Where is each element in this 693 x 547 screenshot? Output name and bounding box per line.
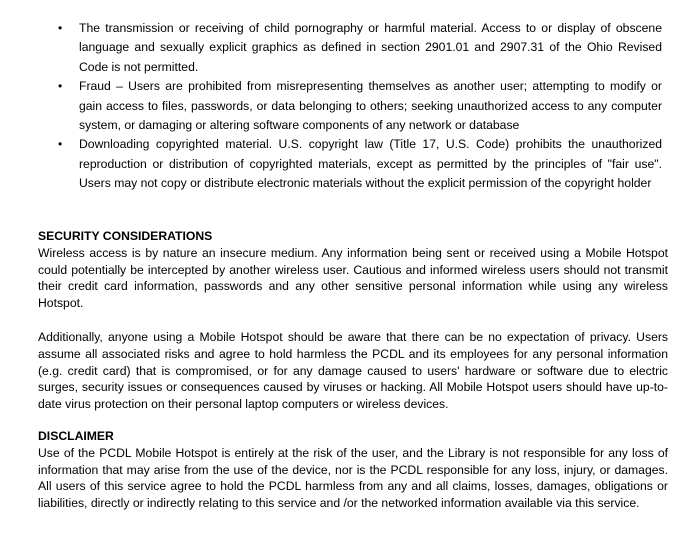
bullet-icon: • [58,21,63,35]
disclaimer-paragraph: Use of the PCDL Mobile Hotspot is entirely at the risk of the user, and the Library is not responsible for any loss of information that may arise from the use of the device, nor is the PCDL responsible for any loss, injury, or damages. All users of this service agree to hold the PCDL harmless from any and all claims, losses, damages, obligations or liabilities, directly or indirectly relating to this service and /or the networked information available via this service. [38,445,668,511]
disclaimer-section [38,428,668,512]
security-paragraph-1: Wireless access is by nature an insecure medium. Any information being sent or received using a Mobile Hotspot could potentially be intercepted by another wireless user. Cautious and informed wireless users should not transmit their credit card information, passwords and any other sensitive personal information while using any wireless Hotspot. [38,245,668,311]
bullet-icon: • [58,79,63,94]
list-item [57,135,662,193]
security-paragraph-2-block [38,329,668,413]
list-item-text: The transmission or receiving of child pornography or harmful material. Access to or display of obscene language and sexually explicit graphics as defined in section 2901.01 and 2907.31 of the Ohio Revised Code is not permitted. [79,21,662,74]
list-item [57,77,662,135]
disclaimer-heading: DISCLAIMER [38,429,114,443]
prohibited-uses-list [57,19,662,194]
security-paragraph-2: Additionally, anyone using a Mobile Hotspot should be aware that there can be no expectation of privacy. Users assume all associated risks and agree to hold harmless the PCDL and its employees for any personal information (e.g. credit card) that is compromised, or for any damage caused to users' hardware or software due to electric surges, security issues or consequences caused by viruses or hacking. All Mobile Hotspot users should have up-to-date virus protection on their personal laptop computers or wireless devices. [38,330,668,412]
list-item-text: Downloading copyrighted material. U.S. copyright law (Title 17, U.S. Code) prohibits the unauthorized reproduction or distribution of copyrighted materials, except as permitted by the principles of "fair use". Users may not copy or distribute electronic materials without the explicit permission of the copyright holder [79,137,662,191]
list-item-text: Fraud – Users are prohibited from misrepresenting themselves as another user; attempting to modify or gain access to files, passwords, or data belonging to others; seeking unauthorized access to any computer system, or damaging or altering software components of any network or database [79,79,662,133]
list-item [57,19,662,77]
bullet-icon: • [58,137,63,152]
security-heading: SECURITY CONSIDERATIONS [38,229,213,243]
security-section [38,228,668,312]
